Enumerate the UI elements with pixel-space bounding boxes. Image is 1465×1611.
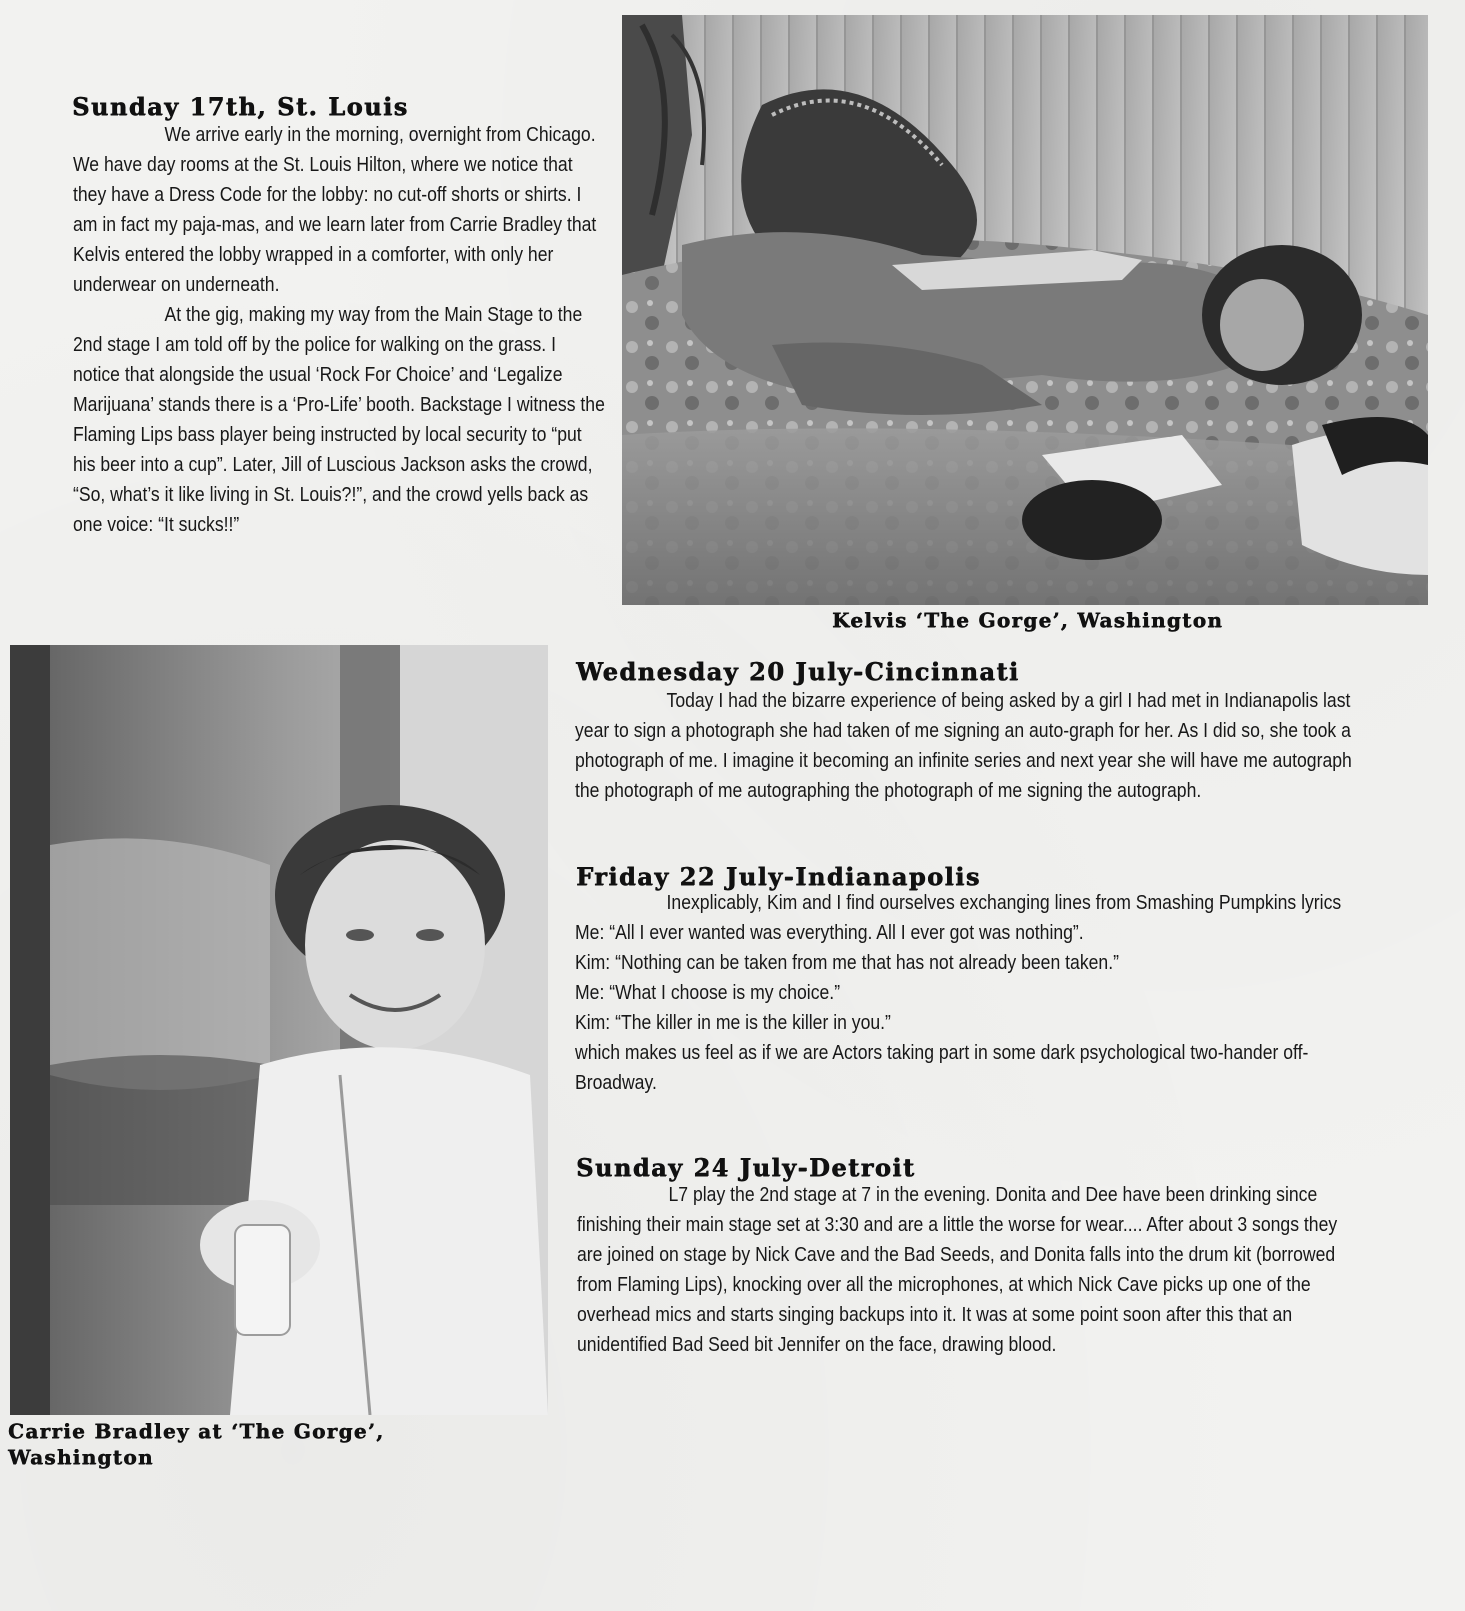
dialogue-line: Kim: “The killer in me is the killer in you.” — [575, 1012, 891, 1034]
paragraph: At the gig, making my way from the Main Stage to the 2nd stage I am told off by the police for walking on the grass. I notice that alongside the usual ‘Rock For Choice’ and ‘Legalize Marijuana’ stands there is a ‘Pro-Life’ booth. Backstage I witness the Flaming Lips bass player being instructed by local security to “put his beer into a cup”. Later, Jill of Luscious Jackson asks the crowd, “So, what’s it like living in St. Louis?!”, and the crowd yells back as one voice: “It sucks!!” — [73, 304, 605, 536]
photo-carrie-bradley — [10, 645, 548, 1415]
section-body-detroit — [577, 1180, 1365, 1360]
dialogue-line: Me: “What I choose is my choice.” — [575, 982, 841, 1004]
paragraph: which makes us feel as if we are Actors taking part in some dark psychological two-hander off-Broadway. — [575, 1042, 1309, 1094]
photo-caption-carrie-line1: Carrie Bradley at ‘The Gorge’, — [8, 1419, 385, 1443]
section-body-indianapolis — [575, 888, 1367, 1098]
photo-kelvis-on-couch — [622, 15, 1428, 605]
paragraph: Today I had the bizarre experience of being asked by a girl I had met in Indianapolis last year to sign a photograph she had taken of me signing an auto-graph for her. As I did so, she took a photograph of me. I imagine it becoming an infinite series and next year she will have me autograph the photograph of me autographing the photograph of me signing the autograph. — [575, 690, 1352, 802]
paragraph: Inexplicably, Kim and I find ourselves exchanging lines from Smashing Pumpkins lyrics — [666, 892, 1342, 914]
dialogue-line: Kim: “Nothing can be taken from me that has not already been taken.” — [575, 952, 1119, 974]
photo-caption-kelvis: Kelvis ‘The Gorge’, Washington — [832, 608, 1224, 632]
section-heading-detroit: Sunday 24 July-Detroit — [576, 1153, 916, 1182]
section-heading-st-louis: Sunday 17th, St. Louis — [72, 92, 409, 121]
photo-caption-carrie-line2: Washington — [8, 1445, 154, 1469]
dialogue-line: Me: “All I ever wanted was everything. All I ever got was nothing”. — [575, 922, 1084, 944]
section-heading-indianapolis: Friday 22 July-Indianapolis — [576, 862, 981, 891]
section-body-cincinnati — [575, 686, 1367, 806]
paragraph: L7 play the 2nd stage at 7 in the evening. Donita and Dee have been drinking since finishing their main stage set at 3:30 and are a little the worse for wear.... After about 3 songs they are joined on stage by Nick Cave and the Bad Seeds, and Donita falls into the drum kit (borrowed from Flaming Lips), knocking over all the microphones, at which Nick Cave picks up one of the overhead mics and starts singing backups into it. It was at some point soon after this that an unidentified Bad Seed bit Jennifer on the face, drawing blood. — [577, 1184, 1338, 1356]
paragraph: We arrive early in the morning, overnight from Chicago. We have day rooms at the St. Louis Hilton, where we notice that they have a Dress Code for the lobby: no cut-off shorts or shirts. I am in fact my paja-mas, and we learn later from Carrie Bradley that Kelvis entered the lobby wrapped in a comforter, with only her underwear on underneath. — [73, 124, 597, 296]
photo-caption-carrie — [8, 1418, 384, 1470]
section-body-st-louis — [73, 120, 605, 540]
section-heading-cincinnati: Wednesday 20 July-Cincinnati — [576, 657, 1020, 686]
